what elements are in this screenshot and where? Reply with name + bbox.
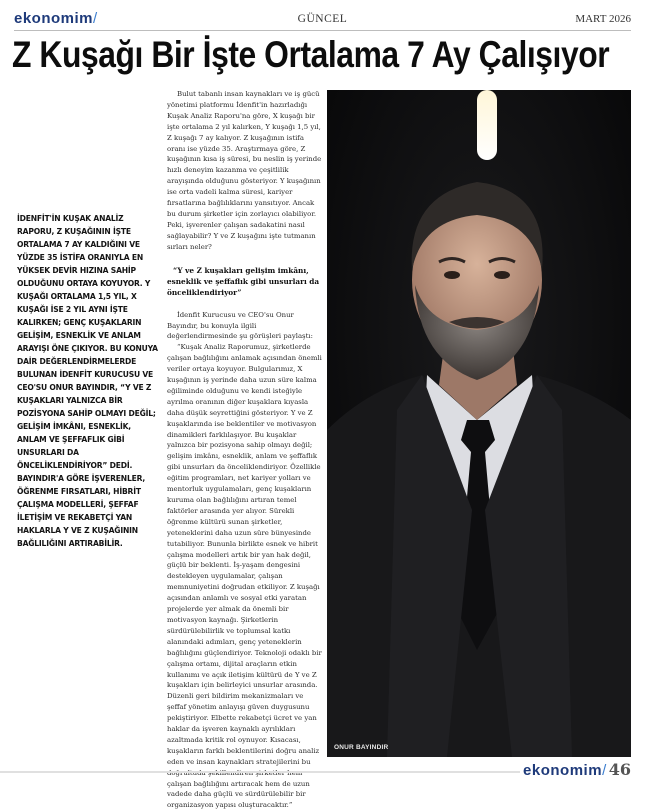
footer-logo-text: ekonomim	[523, 762, 603, 779]
portrait-illustration	[327, 90, 631, 757]
body-paragraph: Bulut tabanlı insan kaynakları ve iş gücü yönetimi platformu İdenfit'in hazırladığı Kuşak Analiz Raporu'na göre, X kuşağı bir işte ortalama 2 yıl kalırken, Y kuşağı 1,5 yıl, Z kuşağı 7 ay kalıyor. Z kuşağının istifa oranı ise yüzde 35. Araştırmaya göre, Z kuşağının kısa iş süresi, bu neslin iş yerinde hızlı deneyim kazanma ve çeşitlilik arayışında olduğunu gösteriyor. Y kuşağının ise orta vadeli kalma süresi, kariyer fırsatlarına bağlılıklarını yansıtıyor. Ancak bu durum şirketler için zorlayıcı olabiliyor. Peki, işverenler çalışan sadakatini nasıl sağlayabilir? Y ve Z kuşağını işte tutmanın sırları neler?	[167, 90, 322, 251]
page-footer	[523, 760, 631, 779]
article-title: Z Kuşağı Bir İşte Ortalama 7 Ay Çalışıyor	[12, 34, 610, 75]
logo-slash: /	[93, 10, 98, 27]
page-number: 46	[608, 760, 631, 779]
body-paragraph: İdenfit Kurucusu ve CEO'su Onur Bayındır, bu konuyla ilgili değerlendirmesinde şu görüşleri paylaştı:	[167, 310, 313, 341]
ceiling-lamp	[477, 90, 497, 160]
footer-divider	[0, 771, 520, 773]
portrait-photo	[327, 90, 631, 757]
page-header	[14, 8, 631, 31]
issue-date: MART 2026	[575, 13, 631, 25]
photo-caption: ONUR BAYINDIR	[334, 744, 389, 751]
footer-logo-slash: /	[602, 762, 607, 779]
article-summary: İDENFİT'İN KUŞAK ANALİZ RAPORU, Z KUŞAĞININ İŞTE ORTALAMA 7 AY KALDIĞINI VE YÜZDE 35 İSTİFA ORANIYLA EN YÜKSEK DEVİR HIZINA SAHİP OLDUĞUNU ORTAYA KOYUYOR. Y KUŞAĞI ORTALAMA 1,5 YIL, X KUŞAĞI İSE 2 YIL AYNI İŞTE KALIRKEN; GENÇ KUŞAKLARIN GELİŞİM, ESNEKLİK VE ANLAM ARAYIŞI ÖNE ÇIKIYOR. BU KONUYA DAİR DEĞERLENDİRMELERDE BULUNAN İDENFİT KURUCUSU VE CEO'SU ONUR BAYINDIR, “Y VE Z KUŞAKLARI YALNIZCA BİR POZİSYONA SAHİP OLMAYI DEĞİL; GELİŞİM İMKÂNI, ESNEKLİK, ANLAM VE ŞEFFAFLIK GİBİ UNSURLARI DA ÖNCELİKLENDİRİYOR” DEDİ. BAYINDIR'A GÖRE İŞVERENLER, ÖĞRENME FIRSATLARI, HİBRİT ÇALIŞMA MODELLERİ, ŞEFFAF İLETİŞİM VE REKABETÇİ YAN HAKLARLA Y VE Z KUŞAĞININ BAĞLILIĞINI ARTIRABİLİR.	[17, 214, 158, 548]
article-body	[167, 89, 322, 811]
body-quote-paragraph: “Kuşak Analiz Raporumuz, şirketlerde çalışan bağlılığını anlamak açısından önemli veriler ortaya koyuyor. Bulgularımız, X kuşağının iş yerinde daha uzun süre kalma eğiliminde olduğunu ve kendi isteğiyle ayrılma oranının diğer kuşaklara kıyasla daha düşük seyrettiğini gösteriyor. Y ve Z kuşaklarında ise beklentiler ve motivasyon dinamikleri farklılaşıyor. Bu kuşaklar yalnızca bir pozisyona sahip olmayı değil; gelişim imkânı, esneklik, anlam ve şeffaflık gibi unsurları da önceliklendiriyor. Özellikle eğitim programları, net kariyer yolları ve mentorluk uygulamaları, genç kuşakların kuruma olan bağlılığını artıran temel faktörler arasında yer alıyor. Sürekli öğrenme kültürü sunan şirketler, yeteneklerini daha uzun süre bünyesinde tutabiliyor. Bununla birlikte esnek ve hibrit çalışma modelleri artık bir yan hak değil, güçlü bir beklenti. İş-yaşam dengesini destekleyen uygulamalar, çalışan memnuniyetini doğrudan etkiliyor. Z kuşağı açısından anlamlı ve sosyal etki yaratan projelerde yer almak da önemli bir motivasyon kaynağı. Şirketlerin sürdürülebilirlik ve toplumsal katkı alanındaki adımları, genç yeteneklerin bağlılığını güçlendiriyor. Teknoloji odaklı bir çalışma ortamı, dijital araçların etkin kullanımı ve açık iletişim kültürü de Y ve Z kuşakları için belirleyici unsurlar arasında. Düzenli geri bildirim mekanizmaları ve şeffaf yönetim anlayışı güven duygusunu pekiştiriyor. Elbette rekabetçi ücret ve yan haklar da işveren kaynaklı ayrılıkları azaltmada kritik rol oynuyor. Kısacası, kuşakların farklı beklentilerini doğru analiz eden ve insan kaynakları stratejilerini bu doğrultuda şekillendiren şirketler hem çalışan bağlılığını artıracak hem de uzun vadede daha güçlü ve sürdürülebilir bir organizasyon yapısı oluşturacaktır.”	[167, 343, 322, 810]
logo-text: ekonomim	[14, 10, 94, 27]
section-label: GÜNCEL	[297, 13, 348, 25]
body-subheading: “Y ve Z kuşakları gelişim imkânı, esneklik ve şeffaflık gibi unsurları da önceliklendiriyor”	[167, 265, 320, 297]
footer-logo	[523, 762, 607, 779]
